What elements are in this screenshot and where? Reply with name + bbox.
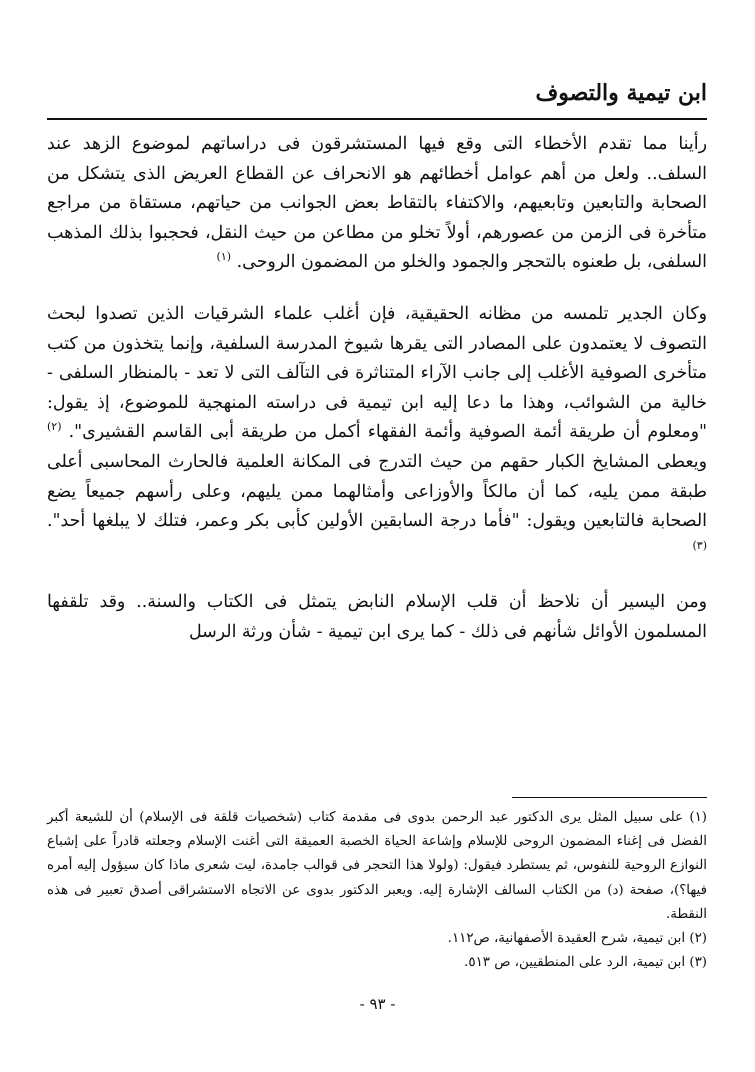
footnotes <box>47 806 707 975</box>
footnote-ref-3: (٣) <box>692 538 707 552</box>
footnote-2: (٢) ابن تيمية، شرح العقيدة الأصفهانية، ص١١٢. <box>447 931 707 947</box>
paragraph-2-text-a: وكان الجدير تلمسه من مظانه الحقيقية، فإن أغلب علماء الشرقيات الذين تصدوا لبحث التصوف لا يعتمدون على المصادر التى يقرها شيوخ المدرسة السلفية، وإنما يتخذون من كتب متأخرى الصوفية الأغلب إلى جانب الآراء المتناثرة فى التآلف التى لا تعد - بالمنظار السلفى - خالية من الشوائب، وهذا ما دعا إليه ابن تيمية فى دراسته المنهجية للموضوع، إذ يقول: "ومعلوم أن طريقة أئمة الصوفية وأئمة الفقهاء أكمل من طريقة أبى القاسم القشيرى". <box>47 303 707 443</box>
footnote-3: (٣) ابن تيمية، الرد على المنطقيين، ص ٥١٣. <box>464 955 707 971</box>
footnote-separator <box>512 797 707 798</box>
header-rule <box>47 118 707 120</box>
running-header-title: ابن تيمية والتصوف <box>535 80 707 106</box>
footnote-ref-1: (١) <box>216 250 232 264</box>
paragraph-1 <box>47 130 707 278</box>
footnote-ref-2: (٢) <box>47 420 62 434</box>
paragraph-2-text-b: ويعطى المشايخ الكبار حقهم من حيث التدرج فى المكانة العلمية فالحارث المحاسبى أعلى طبقة ممن يليه، كما أن مالكاً والأوزاعى وأمثالهما ممن يليهم، وعلى رأسهم جميعاً يضع الصحابة فالتابعين ويقول: "فأما درجة السابقين الأولين كأبى بكر وعمر، فتلك لا يبلغها أحد". <box>47 451 707 532</box>
running-header <box>47 78 707 118</box>
paragraph-2 <box>47 300 707 566</box>
paragraph-1-text: رأينا مما تقدم الأخطاء التى وقع فيها المستشرقون فى دراساتهم لموضوع الزهد عند السلف.. ولعل من أهم عوامل أخطائهم هو الانحراف عن القطاع العريض الذى يتشكل من الصحابة والتابعين وتابعيهم، والاكتفاء بالتقاط بعض الجوانب من حياتهم، مستقاة من مراجع متأخرة فى الزمن من عصورهم، أولاً تخلو من مطاعن من حيث النقل، فحجبوا بذلك المذهب السلفى، بل طعنوه بالتحجر والجمود والخلو من المضمون الروحى. <box>47 134 707 273</box>
footnote-1: (١) على سبيل المثل يرى الدكتور عبد الرحمن بدوى فى مقدمة كتاب (شخصيات قلقة فى الإسلام) أن للشيعة أكبر الفضل فى إغناء المضمون الروحى للإسلام وإشاعة الحياة الخصبة العميقة التى أغنت الإسلام وجعلته قادراً على إشباع النوازع الروحية للنفوس، ثم يستطرد فيقول: (ولولا هذا التحجر فى قوالب جامدة، ليت شعرى ماذا كان سيؤول إليه أمره فيها؟)، صفحة (د) من الكتاب السالف الإشارة إليه. ويعبر الدكتور بدوى عن الاتجاه الاستشراقى أصدق تعبير فى هذه النقطة. <box>47 810 707 922</box>
paragraph-3 <box>47 588 707 647</box>
page-number: - ٩٣ - <box>359 995 396 1013</box>
main-text <box>47 130 707 648</box>
paragraph-3-text: ومن اليسير أن نلاحظ أن قلب الإسلام النابض يتمثل فى الكتاب والسنة.. وقد تلقفها المسلمون الأوائل شأنهم فى ذلك - كما يرى ابن تيمية - شأن ورثة الرسل <box>47 592 707 642</box>
